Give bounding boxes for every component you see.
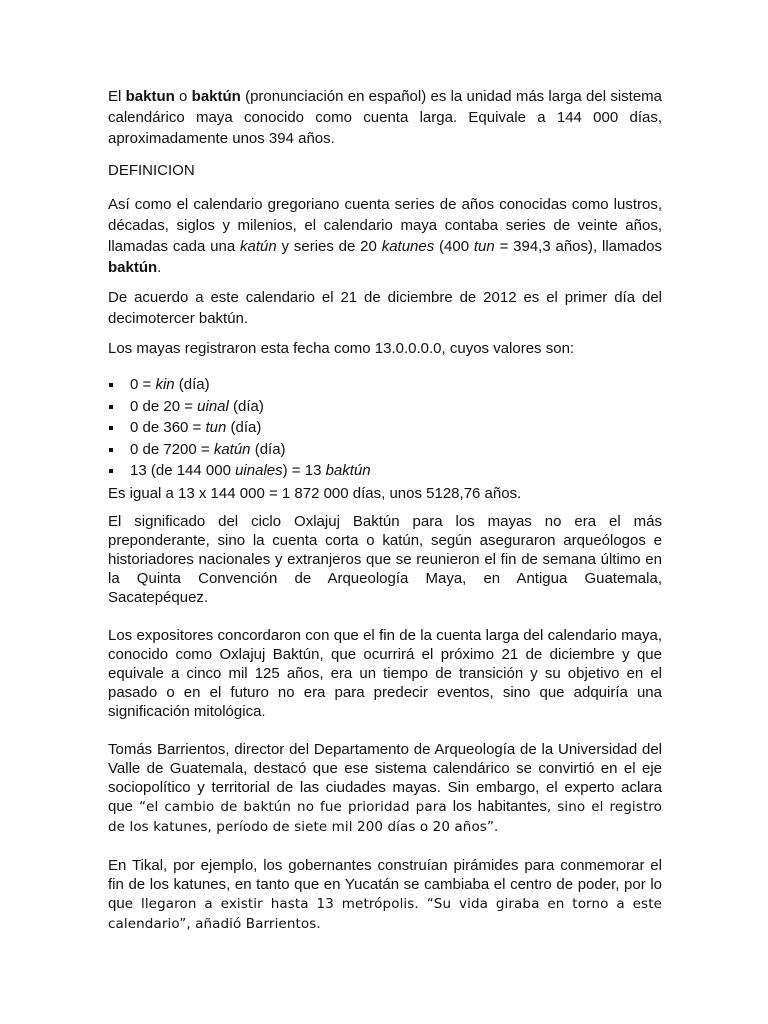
significado-paragraph: El significado del ciclo Oxlajuj Baktún para los mayas no era el más preponderante, sino la cuenta corta o katún, según aseguraron arqueólogos e historiadores nacionales y extranjeros que se reunieron el fin de semana último en la Quinta Convención de Arqueología Maya, en Antigua Guatemala, Sacatepéquez.: [108, 512, 662, 606]
tomas-text-c: los habitantes: [452, 797, 547, 815]
document-page: [108, 86, 662, 934]
bullet-icon: [109, 426, 113, 430]
tomas-quote-end: , sino el registro de los katunes, período de siete mil 200 días o 20 años”.: [108, 798, 662, 835]
intro-bold-baktun-accent: baktún: [191, 88, 241, 105]
igual-paragraph: Es igual a 13 x 144 000 = 1 872 000 días, unos 5128,76 años.: [108, 484, 522, 502]
list-item: 0 de 360 = tun (día): [108, 417, 662, 439]
bullet-icon: [109, 383, 113, 387]
list-item: 0 = kin (día): [108, 374, 662, 396]
tomas-text-a: Tomás Barrientos, director del Departamento de Arqueología de la Universidad del Valle de Guatemala, destacó que ese sistema calendárico se convirtió en el eje sociopolítico y territorial de las ciudades mayas. Sin embargo, el experto aclara que: [108, 740, 662, 815]
def-text-1: Así como el calendario gregoriano cuenta series de años conocidas como lustros, décadas, siglos y milenios, el calendario maya contaba series de veinte años, llamadas cada una: [108, 196, 662, 255]
tomas-quote-start: “el cambio de baktún no fue prioridad para: [133, 798, 453, 815]
bullet-icon: [109, 448, 113, 452]
def-text-5: .: [157, 259, 162, 276]
def-text-4: = 394,3 años), llamados: [494, 238, 663, 255]
def-text-3: (400: [434, 238, 474, 255]
def-bold-baktun: baktún: [108, 259, 158, 276]
list-item: 0 de 7200 = katún (día): [108, 439, 662, 461]
intro-text-1: El: [108, 88, 126, 105]
section-heading: DEFINICION: [108, 162, 195, 179]
expositores-paragraph: Los expositores concordaron con que el fin de la cuenta larga del calendario maya, conocido como Oxlajuj Baktún, que ocurrirá el próximo 21 de diciembre y que equivale a cinco mil 125 años, era un tiempo de transición y su objetivo en el pasado o en el futuro no era para predecir eventos, sino que adquiría una significación mitológica.: [108, 626, 662, 720]
values-list: [108, 374, 662, 482]
acuerdo-paragraph: De acuerdo a este calendario el 21 de diciembre de 2012 es el primer día del decimotercer baktún.: [108, 289, 662, 327]
intro-text-2: o: [174, 88, 192, 105]
def-text-2: y series de 20: [276, 238, 382, 255]
list-item: 0 de 20 = uinal (día): [108, 396, 662, 418]
def-italic-katun: katún: [240, 238, 277, 255]
def-italic-tun: tun: [473, 238, 495, 255]
tikal-text-a: En Tikal, por ejemplo, los gobernantes construían pirámides para conmemorar el fin de los katunes, en tanto que en Yucatán se cambiaba el centro de poder, por lo qu: [108, 856, 662, 912]
list-item: 13 (de 144 000 uinales) = 13 baktún: [108, 460, 662, 482]
intro-paragraph: [108, 86, 662, 149]
tikal-text-b: e llegaron a existir hasta 13 metrópolis. “Su vida giraba en torno a este calendario”, añadió Barrientos.: [108, 895, 662, 932]
intro-bold-baktun: baktun: [125, 88, 175, 105]
tikal-paragraph: [108, 856, 662, 934]
bullet-icon: [109, 469, 113, 473]
definition-paragraph: [108, 194, 662, 278]
intro-text-rest: (pronunciación en español) es la unidad más larga del sistema calendárico maya conocido como cuenta larga. Equivale a 144 000 días, aproximadamente unos 394 años.: [108, 88, 662, 147]
tomas-paragraph: [108, 740, 662, 837]
def-italic-katunes: katunes: [381, 238, 435, 255]
bullet-icon: [109, 405, 113, 409]
mayas-paragraph: Los mayas registraron esta fecha como 13.0.0.0.0, cuyos valores son:: [108, 340, 575, 357]
